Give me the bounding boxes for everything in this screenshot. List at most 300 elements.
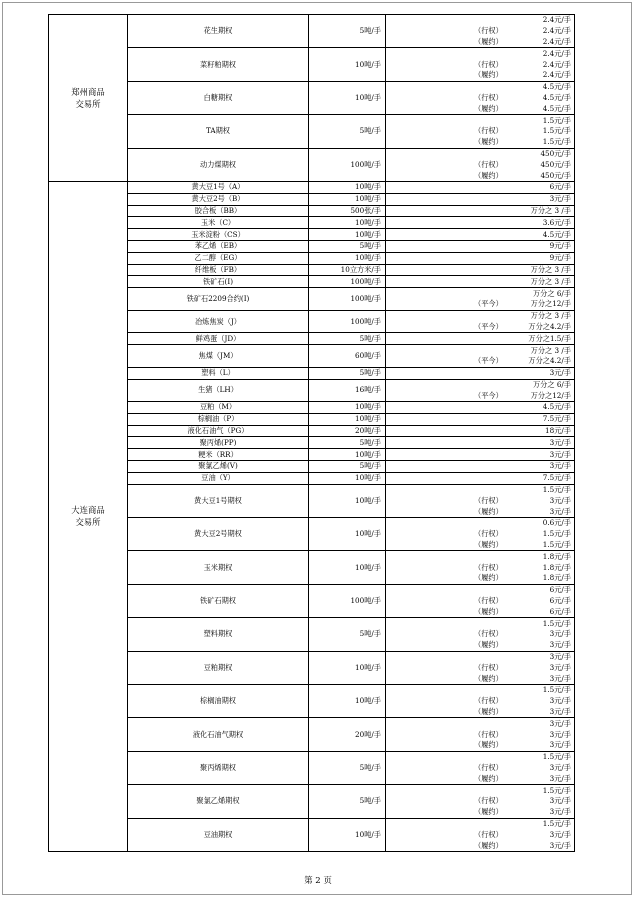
fee-value: 3元/手 — [549, 194, 571, 204]
fee-line — [386, 82, 571, 93]
table-row — [49, 193, 575, 205]
fee-line — [386, 149, 571, 160]
fee-cell — [386, 402, 575, 414]
fee-cell — [386, 115, 575, 148]
fee-cell — [386, 15, 575, 48]
product-name: 粳米（RR） — [128, 449, 309, 461]
fee-line — [386, 740, 571, 751]
fee-type-label: （行权） — [474, 596, 503, 606]
fee-line — [386, 819, 571, 830]
fee-line — [386, 322, 571, 333]
fee-cell — [386, 181, 575, 193]
fee-value: 7.5元/手 — [542, 473, 571, 483]
trading-unit: 10吨/手 — [309, 685, 386, 718]
fee-value: 3元/手 — [549, 449, 571, 459]
fee-type-label: （履约） — [474, 540, 503, 550]
fee-cell — [386, 472, 575, 484]
fee-cell — [386, 685, 575, 718]
fee-type-label: （履约） — [474, 573, 503, 583]
fee-cell — [386, 518, 575, 551]
fee-value: 3元/手 — [549, 762, 571, 772]
fee-type-label: （履约） — [474, 70, 503, 80]
fee-cell — [386, 48, 575, 81]
product-name: 玉米期权 — [128, 551, 309, 584]
fee-line — [386, 573, 571, 584]
table-row — [49, 785, 575, 818]
product-name: 聚丙烯(PP) — [128, 437, 309, 449]
fee-cell — [386, 785, 575, 818]
fee-cell — [386, 229, 575, 241]
fee-cell — [386, 252, 575, 264]
fee-type-label: （履约） — [474, 103, 503, 113]
fee-cell — [386, 205, 575, 217]
trading-unit: 100吨/手 — [309, 584, 386, 617]
fee-line — [386, 414, 571, 425]
table-row — [49, 310, 575, 333]
fee-type-label: （行权） — [474, 796, 503, 806]
fee-value: 3元/手 — [549, 707, 571, 716]
fee-value: 3元/手 — [549, 740, 571, 750]
fee-value: 3元/手 — [549, 495, 571, 505]
fee-line — [386, 37, 571, 48]
fee-value: 1.5元/手 — [542, 818, 571, 828]
trading-unit: 10吨/手 — [309, 402, 386, 414]
fee-cell — [386, 818, 575, 851]
table-row — [49, 751, 575, 784]
trading-unit: 5吨/手 — [309, 240, 386, 252]
fee-cell — [386, 751, 575, 784]
trading-unit: 10吨/手 — [309, 449, 386, 461]
fee-type-label: （行权） — [474, 562, 503, 572]
exchange-name-line: 郑州商品 — [71, 86, 105, 97]
trading-unit: 16吨/手 — [309, 379, 386, 402]
fee-line — [386, 640, 571, 651]
fee-type-label: （行权） — [474, 92, 503, 102]
fee-value: 450元/手 — [540, 159, 571, 169]
fee-type-label: （行权） — [474, 629, 503, 639]
fee-line — [386, 752, 571, 763]
table-row — [49, 449, 575, 461]
fee-line — [386, 673, 571, 684]
fee-line — [386, 585, 571, 596]
fee-line — [386, 182, 571, 193]
table-row — [49, 413, 575, 425]
fee-value: 3元/手 — [549, 773, 571, 783]
fee-line — [386, 345, 571, 356]
fee-value: 3元/手 — [549, 506, 571, 516]
fee-cell — [386, 288, 575, 311]
product-name: 玉米（C） — [128, 217, 309, 229]
table-row — [49, 81, 575, 114]
trading-unit: 5吨/手 — [309, 461, 386, 473]
fee-cell — [386, 310, 575, 333]
product-name: TA期权 — [128, 115, 309, 148]
table-row — [49, 818, 575, 851]
fee-cell — [386, 240, 575, 252]
fee-line — [386, 206, 571, 217]
trading-unit: 10吨/手 — [309, 651, 386, 684]
product-name: 冶炼焦炭（J） — [128, 310, 309, 333]
fee-value: 万分之1.5/手 — [528, 333, 571, 343]
product-name: 豆油期权 — [128, 818, 309, 851]
fee-value: 3元/手 — [549, 840, 571, 850]
fee-line — [386, 299, 571, 310]
fee-cell — [386, 148, 575, 181]
fee-type-label: （行权） — [474, 59, 503, 69]
fee-line — [386, 70, 571, 81]
fee-value: 1.5元/手 — [542, 618, 571, 628]
fee-line — [386, 685, 571, 696]
trading-unit: 500张/手 — [309, 205, 386, 217]
fee-type-label: （履约） — [474, 606, 503, 616]
fee-type-label: （行权） — [474, 662, 503, 672]
fee-value: 1.5元/手 — [542, 752, 571, 762]
fee-value: 3.6元/手 — [542, 217, 571, 227]
fee-type-label: （行权） — [474, 159, 503, 169]
exchange-name-line: 大连商品 — [71, 505, 105, 516]
fee-cell — [386, 345, 575, 368]
table-row — [49, 333, 575, 345]
trading-unit: 100吨/手 — [309, 288, 386, 311]
table-row — [49, 379, 575, 402]
fee-type-label: （平今） — [474, 390, 503, 400]
fee-cell — [386, 449, 575, 461]
fee-value: 4.5元/手 — [542, 103, 571, 113]
table-row — [49, 345, 575, 368]
exchange-name-line: 交易所 — [75, 98, 101, 109]
fee-value: 1.5元/手 — [542, 126, 571, 136]
trading-unit: 10吨/手 — [309, 181, 386, 193]
page-number: 第 2 页 — [304, 876, 332, 886]
fee-line — [386, 529, 571, 540]
trading-unit: 10吨/手 — [309, 413, 386, 425]
exchange-name-line: 交易所 — [75, 517, 101, 528]
product-name: 豆油（Y） — [128, 472, 309, 484]
fee-line — [386, 253, 571, 264]
product-name: 菜籽粕期权 — [128, 48, 309, 81]
fee-line — [386, 115, 571, 126]
fee-type-label: （履约） — [474, 807, 503, 817]
fee-type-label: （行权） — [474, 829, 503, 839]
fee-value: 万分之4.2/手 — [528, 356, 571, 366]
fee-value: 3元/手 — [549, 729, 571, 739]
fee-line — [386, 380, 571, 391]
fee-line — [386, 729, 571, 740]
table-row — [49, 472, 575, 484]
fee-line — [386, 562, 571, 573]
trading-unit: 20吨/手 — [309, 718, 386, 751]
fee-value: 1.5元/手 — [542, 137, 571, 147]
product-name: 花生期权 — [128, 15, 309, 48]
product-name: 铁矿石2209合约(I) — [128, 288, 309, 311]
fee-line — [386, 785, 571, 796]
fee-value: 3元/手 — [549, 696, 571, 706]
fee-value: 3元/手 — [549, 829, 571, 839]
fee-value: 万分之4.2/手 — [528, 321, 571, 331]
fee-cell — [386, 367, 575, 379]
table-row — [49, 367, 575, 379]
fee-value: 3元/手 — [549, 807, 571, 817]
table-row — [49, 551, 575, 584]
fee-line — [386, 15, 571, 26]
trading-unit: 10吨/手 — [309, 252, 386, 264]
fee-value: 万分之 3 /手 — [530, 276, 571, 286]
fee-line — [386, 449, 571, 460]
fee-value: 450元/手 — [540, 170, 571, 180]
fee-line — [386, 276, 571, 287]
fee-cell — [386, 461, 575, 473]
fee-value: 3元/手 — [549, 437, 571, 447]
table-row — [49, 217, 575, 229]
fee-cell — [386, 193, 575, 205]
fee-line — [386, 718, 571, 729]
fee-line — [386, 426, 571, 437]
fee-line — [386, 606, 571, 617]
fee-type-label: （履约） — [474, 707, 503, 716]
fee-line — [386, 103, 571, 114]
trading-unit: 10吨/手 — [309, 472, 386, 484]
table-row — [49, 276, 575, 288]
table-row — [49, 181, 575, 193]
table-row — [49, 484, 575, 517]
fee-line — [386, 333, 571, 344]
fee-line — [386, 241, 571, 252]
fee-value: 万分之 3 /手 — [530, 345, 571, 355]
fee-value: 2.4元/手 — [542, 59, 571, 69]
table-row — [49, 264, 575, 276]
fee-line — [386, 840, 571, 851]
table-row — [49, 229, 575, 241]
fee-line — [386, 506, 571, 517]
fee-table — [48, 14, 575, 852]
fee-line — [386, 596, 571, 607]
product-name: 生猪（LH） — [128, 379, 309, 402]
fee-cell — [386, 81, 575, 114]
product-name: 聚氯乙烯期权 — [128, 785, 309, 818]
table-row — [49, 518, 575, 551]
fee-value: 1.5元/手 — [542, 540, 571, 550]
fee-type-label: （平今） — [474, 299, 503, 309]
fee-line — [386, 437, 571, 448]
product-name: 动力煤期权 — [128, 148, 309, 181]
fee-value: 18元/手 — [545, 426, 571, 436]
trading-unit: 10吨/手 — [309, 81, 386, 114]
fee-cell — [386, 651, 575, 684]
trading-unit: 10吨/手 — [309, 518, 386, 551]
fee-line — [386, 93, 571, 104]
trading-unit: 5吨/手 — [309, 115, 386, 148]
exchange-cell — [49, 181, 128, 851]
fee-line — [386, 796, 571, 807]
fee-cell — [386, 437, 575, 449]
fee-value: 9元/手 — [549, 241, 571, 251]
trading-unit: 5吨/手 — [309, 437, 386, 449]
fee-value: 3元/手 — [549, 461, 571, 471]
table-row — [49, 584, 575, 617]
fee-value: 2.4元/手 — [542, 70, 571, 80]
fee-value: 1.8元/手 — [542, 573, 571, 583]
product-name: 鲜鸡蛋（JD） — [128, 333, 309, 345]
trading-unit: 5吨/手 — [309, 751, 386, 784]
fee-line — [386, 170, 571, 181]
trading-unit: 20吨/手 — [309, 425, 386, 437]
fee-line — [386, 390, 571, 401]
fee-line — [386, 402, 571, 413]
fee-type-label: （行权） — [474, 495, 503, 505]
fee-line — [386, 551, 571, 562]
fee-value: 4.5元/手 — [542, 82, 571, 92]
fee-line — [386, 368, 571, 379]
trading-unit: 10吨/手 — [309, 193, 386, 205]
table-row — [49, 148, 575, 181]
product-name: 玉米淀粉（CS） — [128, 229, 309, 241]
fee-value: 3元/手 — [549, 796, 571, 806]
table-row — [49, 15, 575, 48]
fee-type-label: （行权） — [474, 26, 503, 36]
fee-value: 450元/手 — [540, 148, 571, 158]
fee-line — [386, 829, 571, 840]
fee-value: 万分之12/手 — [530, 390, 571, 400]
trading-unit: 10吨/手 — [309, 818, 386, 851]
fee-table-body — [49, 15, 575, 852]
fee-cell — [386, 333, 575, 345]
fee-type-label: （行权） — [474, 762, 503, 772]
trading-unit: 100吨/手 — [309, 310, 386, 333]
fee-type-label: （履约） — [474, 640, 503, 650]
fee-type-label: （平今） — [474, 321, 503, 331]
fee-cell — [386, 551, 575, 584]
fee-line — [386, 707, 571, 718]
product-name: 棕榈油（P） — [128, 413, 309, 425]
fee-value: 2.4元/手 — [542, 26, 571, 36]
product-name: 乙二醇（EG） — [128, 252, 309, 264]
product-name: 白糖期权 — [128, 81, 309, 114]
product-name: 黄大豆1号（A） — [128, 181, 309, 193]
fee-line — [386, 495, 571, 506]
product-name: 苯乙烯（EB） — [128, 240, 309, 252]
product-name: 纤维板（FB） — [128, 264, 309, 276]
fee-value: 0.6元/手 — [542, 518, 571, 528]
fee-value: 1.5元/手 — [542, 529, 571, 539]
trading-unit: 100吨/手 — [309, 148, 386, 181]
fee-value: 3元/手 — [549, 652, 571, 662]
trading-unit: 5吨/手 — [309, 785, 386, 818]
fee-value: 万分之 6/手 — [532, 379, 571, 389]
fee-value: 3元/手 — [549, 368, 571, 378]
fee-line — [386, 265, 571, 276]
fee-value: 6元/手 — [549, 585, 571, 595]
table-row — [49, 437, 575, 449]
fee-cell — [386, 264, 575, 276]
trading-unit: 60吨/手 — [309, 345, 386, 368]
fee-value: 2.4元/手 — [542, 15, 571, 25]
fee-line — [386, 652, 571, 663]
trading-unit: 10立方米/手 — [309, 264, 386, 276]
trading-unit: 5吨/手 — [309, 618, 386, 651]
fee-value: 4.5元/手 — [542, 92, 571, 102]
table-row — [49, 685, 575, 718]
product-name: 豆粕（M） — [128, 402, 309, 414]
fee-value: 3元/手 — [549, 640, 571, 650]
table-row — [49, 48, 575, 81]
table-row — [49, 461, 575, 473]
table-row — [49, 651, 575, 684]
trading-unit: 10吨/手 — [309, 484, 386, 517]
fee-cell — [386, 584, 575, 617]
table-row — [49, 425, 575, 437]
fee-line — [386, 288, 571, 299]
trading-unit: 5吨/手 — [309, 15, 386, 48]
fee-value: 2.4元/手 — [542, 36, 571, 46]
fee-line — [386, 485, 571, 496]
fee-type-label: （履约） — [474, 773, 503, 783]
fee-cell — [386, 217, 575, 229]
fee-value: 1.5元/手 — [542, 115, 571, 125]
table-row — [49, 402, 575, 414]
table-row — [49, 288, 575, 311]
product-name: 黄大豆2号（B） — [128, 193, 309, 205]
fee-value: 万分之 6/手 — [532, 288, 571, 298]
fee-line — [386, 696, 571, 707]
product-name: 液化石油气期权 — [128, 718, 309, 751]
fee-value: 3元/手 — [549, 718, 571, 728]
fee-type-label: （履约） — [474, 36, 503, 46]
fee-value: 万分之 3 /手 — [530, 205, 571, 215]
fee-line — [386, 194, 571, 205]
fee-value: 1.8元/手 — [542, 562, 571, 572]
fee-type-label: （行权） — [474, 696, 503, 706]
table-row — [49, 240, 575, 252]
fee-line — [386, 26, 571, 37]
table-row — [49, 618, 575, 651]
product-name: 聚氯乙烯(V) — [128, 461, 309, 473]
fee-line — [386, 48, 571, 59]
fee-value: 1.5元/手 — [542, 785, 571, 795]
fee-cell — [386, 413, 575, 425]
fee-type-label: （履约） — [474, 840, 503, 850]
fee-type-label: （平今） — [474, 356, 503, 366]
trading-unit: 5吨/手 — [309, 333, 386, 345]
fee-type-label: （履约） — [474, 673, 503, 683]
fee-value: 4.5元/手 — [542, 229, 571, 239]
table-row — [49, 115, 575, 148]
fee-type-label: （行权） — [474, 529, 503, 539]
product-name: 胶合板（BB） — [128, 205, 309, 217]
fee-value: 1.8元/手 — [542, 551, 571, 561]
fee-line — [386, 662, 571, 673]
fee-value: 3元/手 — [549, 629, 571, 639]
fee-line — [386, 518, 571, 529]
fee-cell — [386, 484, 575, 517]
fee-type-label: （履约） — [474, 137, 503, 147]
trading-unit: 5吨/手 — [309, 367, 386, 379]
fee-value: 1.5元/手 — [542, 485, 571, 495]
fee-line — [386, 229, 571, 240]
product-name: 聚丙烯期权 — [128, 751, 309, 784]
fee-line — [386, 159, 571, 170]
product-name: 铁矿石期权 — [128, 584, 309, 617]
fee-cell — [386, 276, 575, 288]
product-name: 黄大豆1号期权 — [128, 484, 309, 517]
product-name: 铁矿石(I) — [128, 276, 309, 288]
fee-value: 3元/手 — [549, 662, 571, 672]
fee-line — [386, 356, 571, 367]
fee-cell — [386, 425, 575, 437]
trading-unit: 10吨/手 — [309, 48, 386, 81]
fee-line — [386, 311, 571, 322]
fee-value: 6元/手 — [549, 182, 571, 192]
fee-type-label: （行权） — [474, 729, 503, 739]
